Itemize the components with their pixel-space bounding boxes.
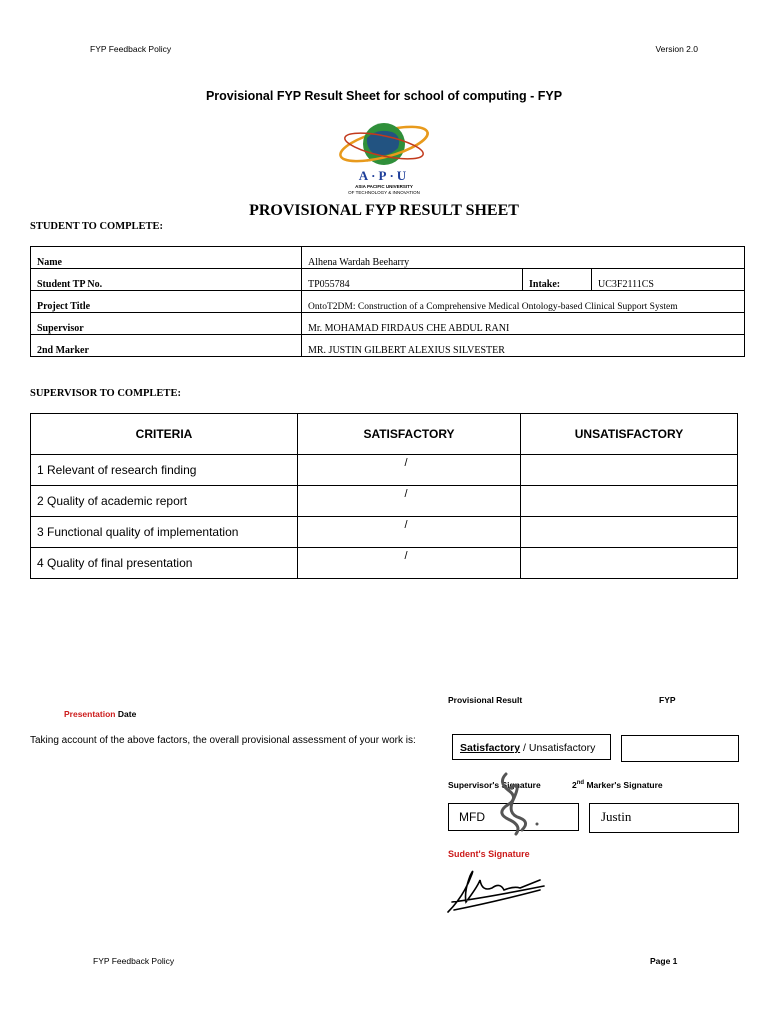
unsatisfactory-cell [521,486,738,517]
satisfactory-option: Satisfactory [460,742,521,754]
supervisor-signature-label: Supervisor's Signature [448,780,541,790]
satisfactory-header: SATISFACTORY [298,414,521,455]
satisfactory-cell [298,486,521,517]
name-label: Name [31,247,302,269]
unsatisfactory-cell [521,455,738,486]
fyp-result-box [621,735,739,762]
marker-signature-label [572,780,663,790]
fyp-label: FYP [659,695,676,705]
footer-page-number: Page 1 [650,956,678,966]
presentation-word: Presentation [64,709,116,719]
result-separator: / [523,742,529,754]
student-section-label: STUDENT TO COMPLETE: [30,221,164,232]
logo-wordmark: A·P·U [358,168,410,183]
marker-sig-suffix: Marker's Signature [584,780,663,790]
header-right: Version 2.0 [655,44,698,54]
marker-label: 2nd Marker [31,335,302,357]
presentation-date-label [64,709,136,719]
supervisor-label: Supervisor [31,313,302,335]
marker-value: MR. JUSTIN GILBERT ALEXIUS SILVESTER [302,335,745,357]
criteria-cell: 4 Quality of final presentation [31,548,298,579]
marker-sig-sup: nd [576,780,585,787]
tp-label: Student TP No. [31,269,302,291]
intake-value: UC3F2111CS [592,269,745,291]
unsatisfactory-header: UNSATISFACTORY [521,414,738,455]
criteria-cell: 1 Relevant of research finding [31,455,298,486]
student-info-table [30,246,745,357]
date-word: Date [117,709,137,719]
criteria-cell: 2 Quality of academic report [31,486,298,517]
tick-mark: / [404,457,408,469]
marker-signature-text: Justin [601,809,632,824]
criteria-row [31,486,738,517]
logo-subtext-2: OF TECHNOLOGY & INNOVATION [348,190,420,195]
result-box [452,734,611,760]
student-signature-icon [444,862,548,918]
criteria-row [31,548,738,579]
criteria-header: CRITERIA [31,414,298,455]
criteria-row [31,517,738,548]
supervisor-signature-text: MFD [459,810,485,824]
criteria-table [30,413,738,579]
satisfactory-cell [298,455,521,486]
marker-signature-box [589,803,739,833]
tp-value: TP055784 [302,269,523,291]
supervisor-scribble-icon [492,768,542,840]
name-value: Alhena Wardah Beeharry [302,247,745,269]
provisional-result-label: Provisional Result [448,695,523,705]
intake-label: Intake: [523,269,592,291]
tick-mark: / [404,488,408,500]
tick-mark: / [404,519,408,531]
marker-sig-prefix: 2 [572,780,577,790]
footer-left: FYP Feedback Policy [93,956,175,966]
satisfactory-cell [298,548,521,579]
supervisor-section-label: SUPERVISOR TO COMPLETE: [30,388,181,399]
tick-mark: / [404,550,408,562]
criteria-row [31,455,738,486]
criteria-cell: 3 Functional quality of implementation [31,517,298,548]
logo-subtext-1: ASIA PACIFIC UNIVERSITY [355,184,413,189]
unsatisfactory-option: Unsatisfactory [528,742,596,754]
assessment-text: Taking account of the above factors, the overall provisional assessment of your work is: [30,735,416,746]
result-sheet-title: PROVISIONAL FYP RESULT SHEET [249,202,519,219]
apu-logo [322,118,446,196]
student-signature-label: Sudent's Signature [448,849,530,859]
supervisor-value: Mr. MOHAMAD FIRDAUS CHE ABDUL RANI [302,313,745,335]
header-left: FYP Feedback Policy [90,44,172,54]
page-heading: Provisional FYP Result Sheet for school of computing - FYP [205,89,563,103]
project-value: OntoT2DM: Construction of a Comprehensive Medical Ontology-based Clinical Support System [302,291,745,313]
satisfactory-cell [298,517,521,548]
project-label: Project Title [31,291,302,313]
unsatisfactory-cell [521,517,738,548]
unsatisfactory-cell [521,548,738,579]
